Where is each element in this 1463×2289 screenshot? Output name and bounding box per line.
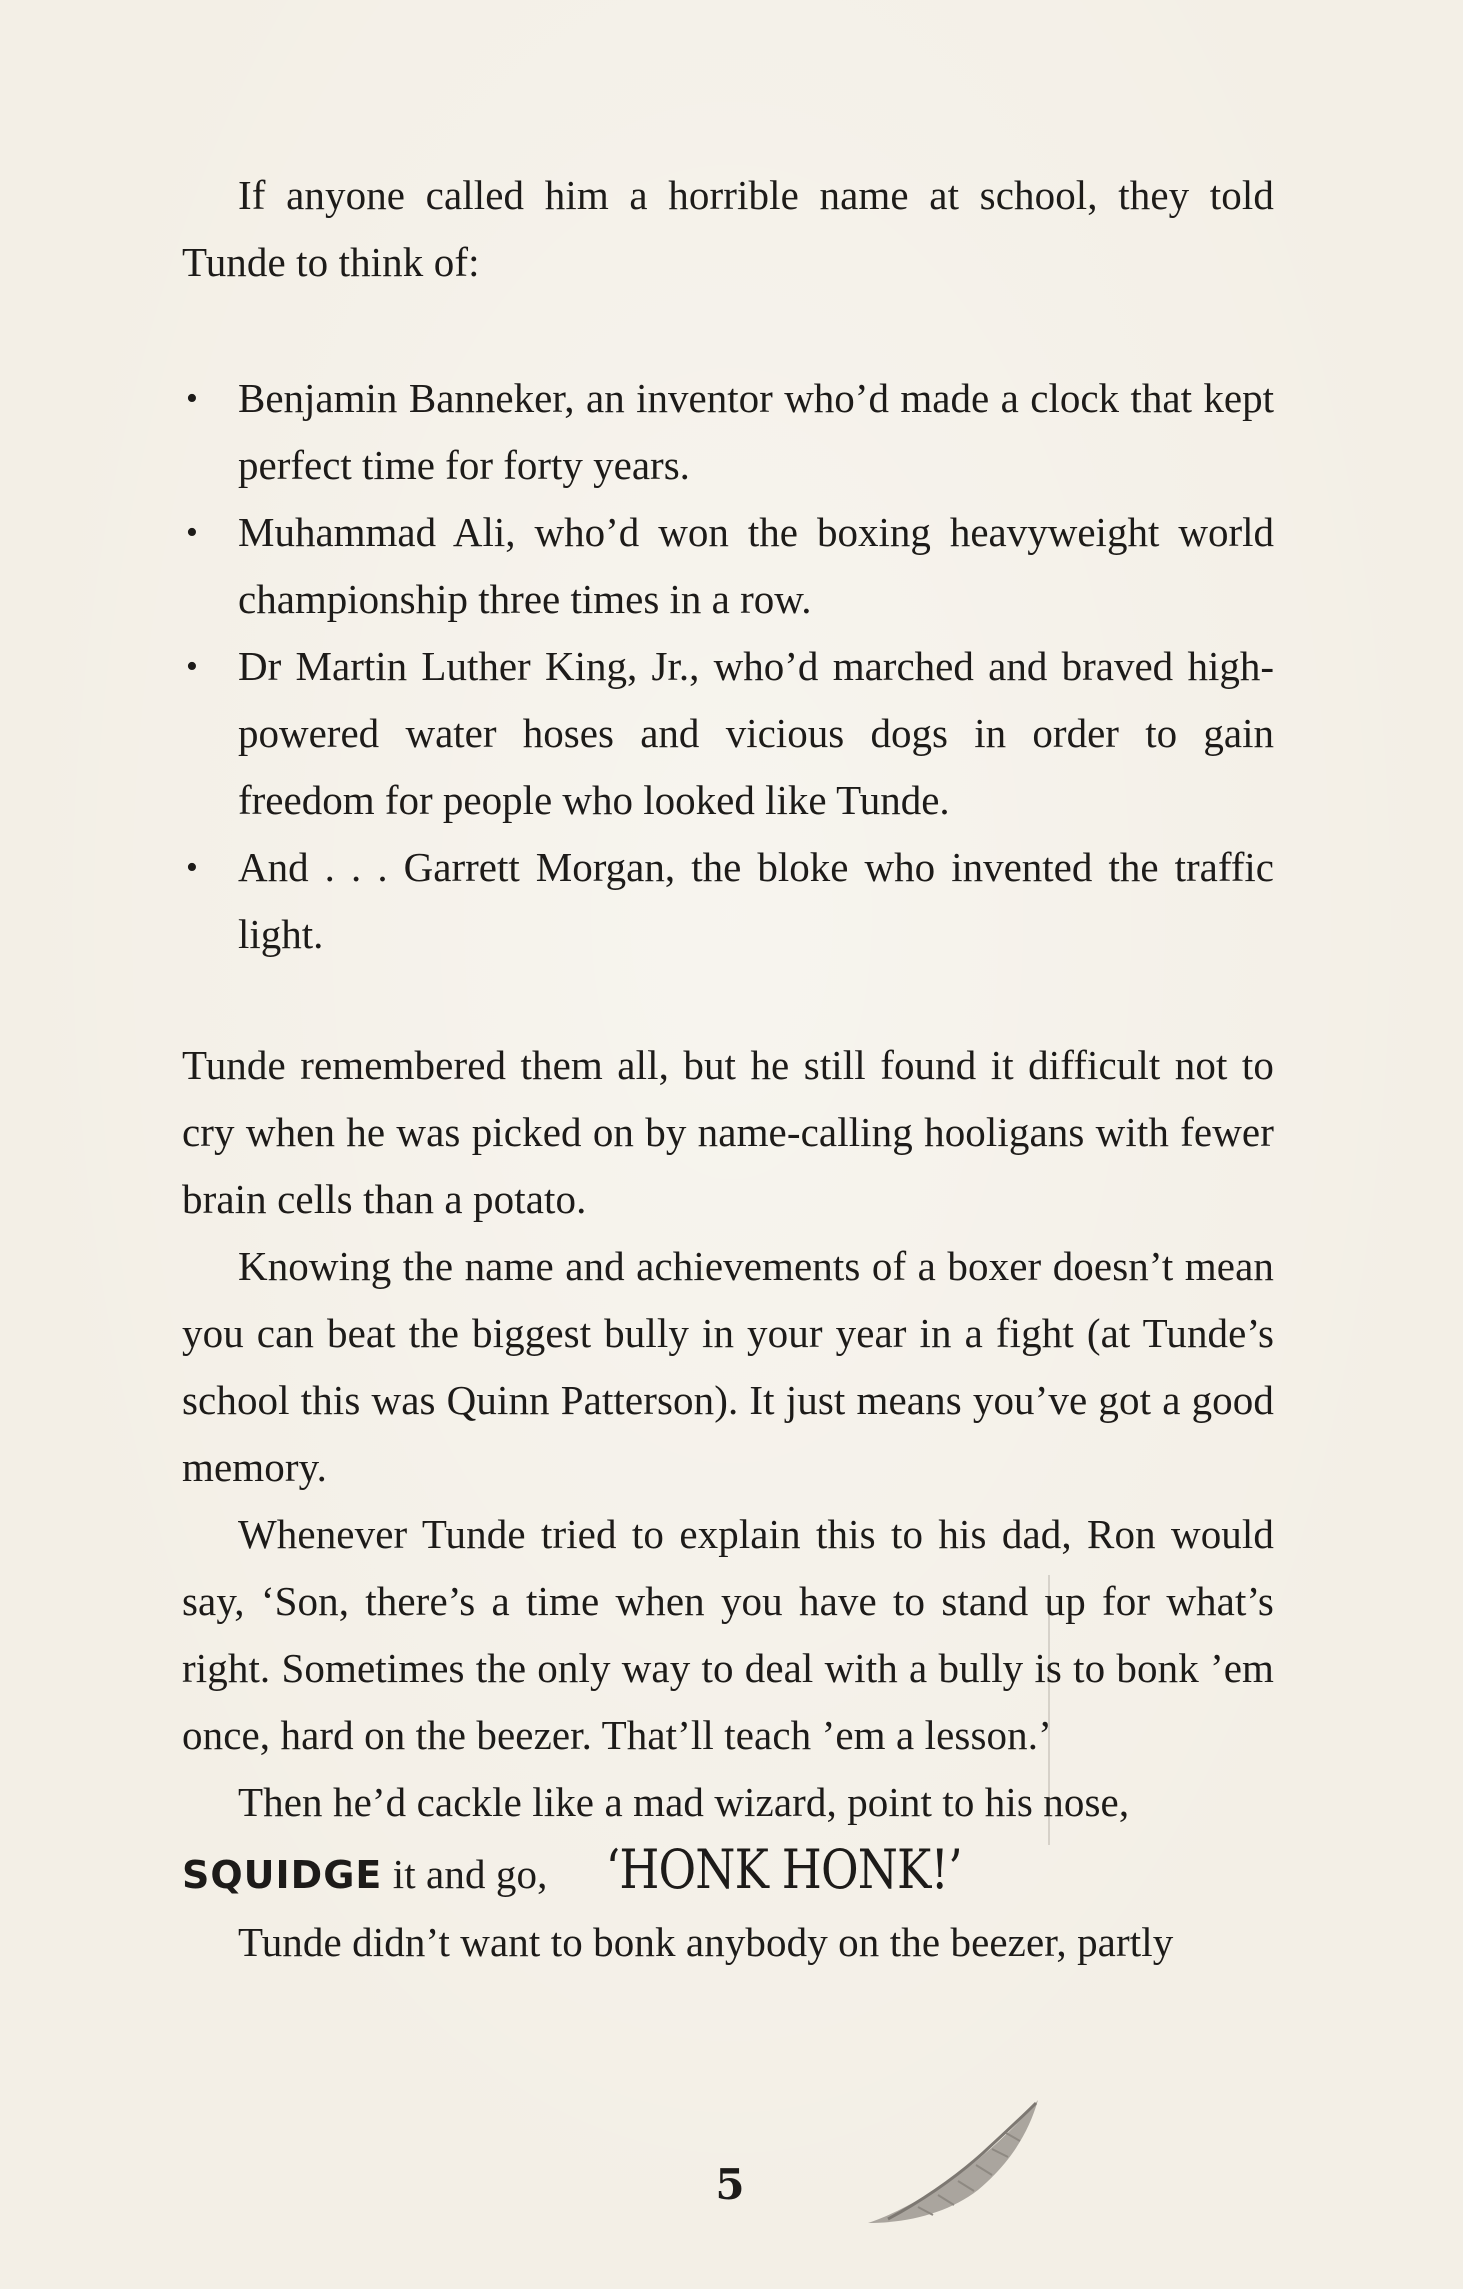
intro-text: If anyone called him a horrible name at school, they told Tunde to think of: [182,172,1274,285]
list-item-text: Benjamin Banneker, an inventor who’d made a clock that kept perfect time for forty years. [238,375,1274,488]
list-item [182,834,1274,968]
honk-honk-text: ‘HONK HONK!’ [605,1838,962,1901]
bullet-icon: • [186,514,198,551]
paragraph-cackle [182,1769,1274,1909]
achievers-list [182,365,1274,968]
paragraph-dad: Whenever Tunde tried to explain this to his dad, Ron would say, ‘Son, there’s a time when you have to stand up for what’s right. Sometimes the only way to deal with a bully is to bonk ’em once, hard on the beezer. That’ll teach ’em a lesson.’ [182,1511,1274,1758]
bullet-icon: • [186,380,198,417]
cackle-text: Then he’d cackle like a mad wizard, point to his nose, [238,1779,1130,1825]
list-item-text: Dr Martin Luther King, Jr., who’d marched and braved high-powered water hoses and vicious dogs in order to gain freedom for people who looked like Tunde. [238,643,1274,823]
list-item-text: Muhammad Ali, who’d won the boxing heavyweight world championship three times in a row. [238,509,1274,622]
list-item [182,633,1274,834]
list-item [182,499,1274,633]
feather-icon [858,2095,1048,2230]
paragraph-boxer: Knowing the name and achievements of a boxer doesn’t mean you can beat the biggest bully in your year in a fight (at Tunde’s school this was Quinn Patterson). It just means you’ve got a good memory. [182,1243,1274,1490]
intro-paragraph [182,162,1274,296]
bullet-icon: • [186,849,198,886]
list-item [182,365,1274,499]
page-crease [1048,1575,1050,1845]
page-number: 5 [715,2160,745,2209]
squidge-word: SQUIDGE [182,1853,383,1897]
cackle-mid-text: it and go, [382,1851,558,1897]
bullet-icon: • [186,648,198,685]
paragraph-remembered: Tunde remembered them all, but he still found it difficult not to cry when he was picked on by name-calling hooligans with fewer brain cells than a potato. [182,1042,1274,1222]
paragraph-beezer: Tunde didn’t want to bonk anybody on the beezer, partly [238,1919,1174,1965]
list-item-text: And . . . Garrett Morgan, the bloke who invented the traffic light. [238,844,1274,957]
body-text [182,1032,1274,1976]
